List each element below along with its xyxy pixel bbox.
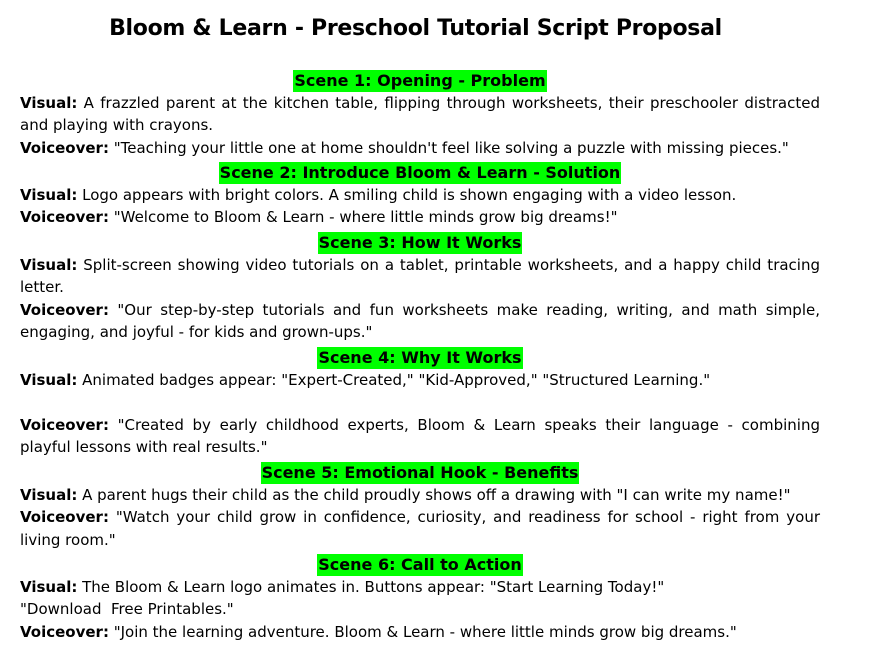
- scene-4: [20, 346, 820, 459]
- blank-line: [20, 391, 820, 413]
- visual-text: Logo appears with bright colors. A smiling child is shown engaging with a video lesson.: [77, 186, 737, 204]
- voiceover-text: "Welcome to Bloom & Learn - where little minds grow big dreams!": [108, 208, 618, 227]
- visual-line-continued: "Download Free Printables.": [20, 600, 234, 619]
- voiceover-text: "Our step-by-step tutorials and fun worksheets make reading, writing, and math simple, engaging, and joyful - for kids and grown-ups.": [20, 300, 820, 342]
- scene-6: [20, 553, 820, 643]
- visual-label: Visual:: [20, 371, 78, 389]
- scene-3: [20, 231, 820, 344]
- scene-heading: Scene 5: Emotional Hook - Benefits: [261, 463, 579, 482]
- scene-2: [20, 161, 820, 229]
- voiceover-label: Voiceover:: [20, 138, 109, 157]
- visual-text: A parent hugs their child as the child proudly shows off a drawing with "I can write my name!": [77, 486, 791, 504]
- visual-label: Visual:: [20, 578, 78, 596]
- voiceover-line: [20, 621, 820, 643]
- voiceover-line: [20, 299, 820, 344]
- visual-line: [20, 369, 820, 391]
- voiceover-text: "Teaching your little one at home shouldn't feel like solving a puzzle with missing pieces.": [108, 138, 789, 157]
- visual-text: Split-screen showing video tutorials on a tablet, printable worksheets, and a happy child tracing letter.: [20, 256, 820, 297]
- visual-line: [20, 92, 820, 137]
- document-title: Bloom & Learn - Preschool Tutorial Script Proposal: [109, 16, 722, 41]
- scene-5: [20, 461, 820, 551]
- visual-line: [20, 254, 820, 299]
- voiceover-text: "Join the learning adventure. Bloom & Learn - where little minds grow big dreams.": [108, 622, 737, 641]
- visual-text: The Bloom & Learn logo animates in. Buttons appear: "Start Learning Today!": [77, 578, 665, 596]
- visual-text: Animated badges appear: "Expert-Created," "Kid-Approved," "Structured Learning.": [77, 371, 711, 389]
- voiceover-label: Voiceover:: [20, 622, 109, 641]
- voiceover-line: [20, 414, 820, 459]
- scene-heading: Scene 3: How It Works: [318, 233, 522, 252]
- voiceover-label: Voiceover:: [20, 300, 109, 319]
- voiceover-line: [20, 206, 820, 228]
- voiceover-text: "Watch your child grow in confidence, curiosity, and readiness for school - right from your living room.": [20, 508, 820, 549]
- voiceover-label: Voiceover:: [20, 208, 109, 227]
- visual-label: Visual:: [20, 256, 78, 274]
- visual-text: A frazzled parent at the kitchen table, flipping through worksheets, their preschooler distracted and playing with crayons.: [20, 94, 820, 135]
- visual-line: [20, 484, 820, 506]
- voiceover-label: Voiceover:: [20, 415, 109, 434]
- visual-line: [20, 576, 820, 598]
- voiceover-text: "Created by early childhood experts, Bloom & Learn speaks their language - combining playful lessons with real results.": [20, 415, 820, 457]
- voiceover-label: Voiceover:: [20, 508, 109, 527]
- scene-heading: Scene 6: Call to Action: [318, 555, 522, 574]
- voiceover-line: [20, 137, 820, 159]
- scene-heading: Scene 4: Why It Works: [318, 348, 522, 367]
- scene-heading: Scene 1: Opening - Problem: [294, 71, 546, 90]
- visual-label: Visual:: [20, 486, 78, 504]
- scene-1: [20, 69, 820, 159]
- visual-label: Visual:: [20, 186, 78, 204]
- voiceover-line: [20, 506, 820, 551]
- visual-line: [20, 184, 820, 206]
- visual-label: Visual:: [20, 94, 78, 112]
- scene-heading: Scene 2: Introduce Bloom & Learn - Solution: [219, 163, 621, 182]
